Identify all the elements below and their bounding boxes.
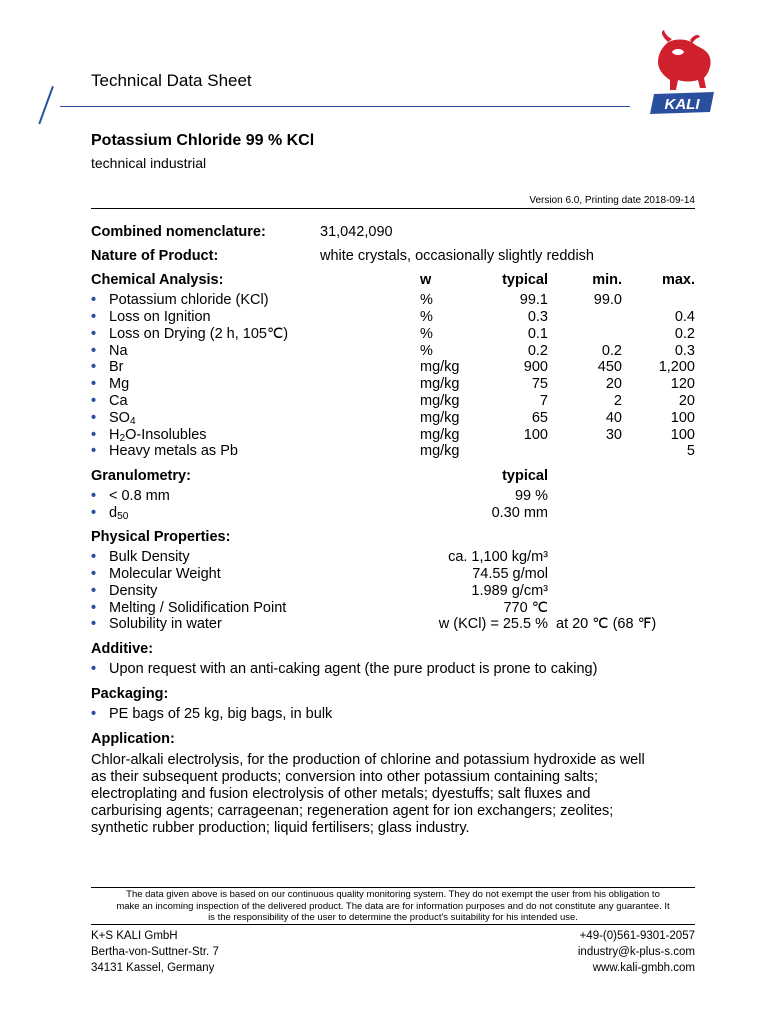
physical-value: 770 ℃ <box>503 600 548 616</box>
chemical-name: Ca <box>109 393 128 409</box>
chemical-min: 2 <box>613 393 622 409</box>
chemical-min: 450 <box>597 359 622 375</box>
chemical-name: Mg <box>109 376 130 392</box>
chemical-name: $H_2O$-Insolubles <box>109 427 207 444</box>
additive-item: Upon request with an anti-caking agent (the pure product is prone to caking) <box>109 661 598 677</box>
footer-website[interactable]: www.kali-gmbh.com <box>592 962 695 974</box>
application-header-row <box>91 731 695 748</box>
chemical-typical: 0.3 <box>527 309 548 325</box>
chemical-unit: mg/kg <box>420 410 460 426</box>
bullet: • <box>91 427 97 443</box>
bullet: • <box>91 343 97 359</box>
combined-nomenclature-row <box>91 224 695 241</box>
chemical-unit: % <box>420 309 433 325</box>
application-line: as their subsequent products; conversion into other potassium containing salts; <box>91 769 598 785</box>
chemical-name: Br <box>109 359 124 375</box>
application-line: carburising agents; carrageenan; regeneration agent for ion exchangers; zeolites; <box>91 803 614 819</box>
chemical-max: 5 <box>686 443 695 459</box>
granulometry-header-typical: typical <box>502 468 548 484</box>
chemical-min: 30 <box>605 427 622 443</box>
chemical-typical: 99.1 <box>519 292 548 308</box>
chemical-name: Heavy metals as Pb <box>109 443 238 459</box>
chemical-typical: 0.2 <box>527 343 548 359</box>
chemical-header-typical: typical <box>502 272 548 288</box>
footer-street: Bertha-von-Suttner-Str. 7 <box>91 946 219 958</box>
chemical-name: Loss on Drying (2 h, 105℃) <box>109 326 289 342</box>
bullet: • <box>91 488 97 504</box>
chemical-max: 100 <box>670 427 695 443</box>
product-title: Potassium Chloride 99 % KCl <box>91 132 315 149</box>
chemical-unit: mg/kg <box>420 376 460 392</box>
disclaimer-rule-bottom <box>91 924 695 925</box>
chemical-row <box>91 393 695 410</box>
nature-value: white crystals, occasionally slightly reddish <box>320 248 594 264</box>
physical-extra: at 20 ℃ (68 ℉) <box>556 616 657 632</box>
bullet: • <box>91 616 97 632</box>
kali-badge <box>650 92 714 114</box>
packaging-item: PE bags of 25 kg, big bags, in bulk <box>109 706 333 722</box>
combined-label: Combined nomenclature: <box>91 224 266 240</box>
packaging-header-row <box>91 686 695 703</box>
bullet: • <box>91 410 97 426</box>
chemical-label: Chemical Analysis: <box>91 272 224 288</box>
physical-value: w (KCl) = 25.5 % <box>438 616 548 632</box>
granulometry-row <box>91 488 695 505</box>
application-line: electroplating and fusion electrolysis of other metals; dyestuffs; salt fluxes and <box>91 786 591 802</box>
chemical-unit: mg/kg <box>420 359 460 375</box>
physical-row <box>91 600 695 617</box>
application-text <box>91 752 701 837</box>
physical-row <box>91 566 695 583</box>
chemical-name: Na <box>109 343 128 359</box>
granulometry-value: 99 % <box>514 488 548 504</box>
disclaimer-line: is the responsibility of the user to determine the product's suitability for his intended use. <box>208 912 578 923</box>
nature-row <box>91 248 695 265</box>
bullet: • <box>91 292 97 308</box>
granulometry-header-row <box>91 468 695 485</box>
product-subtitle: technical industrial <box>91 155 207 171</box>
chemical-row <box>91 443 695 460</box>
physical-value: ca. 1,100 kg/m³ <box>448 549 548 565</box>
chemical-name: $SO_4$ <box>109 410 136 427</box>
physical-row <box>91 616 695 633</box>
chemical-unit: mg/kg <box>420 443 460 459</box>
chemical-max: 0.4 <box>674 309 695 325</box>
chemical-max: 20 <box>678 393 695 409</box>
granulometry-name: < 0.8 mm <box>109 488 170 504</box>
physical-name: Melting / Solidification Point <box>109 600 287 616</box>
bull-icon <box>658 30 711 90</box>
physical-label: Physical Properties: <box>91 529 231 545</box>
chemical-row <box>91 326 695 343</box>
disclaimer-rule-top <box>91 887 695 888</box>
chemical-min: 0.2 <box>601 343 622 359</box>
footer-phone: +49-(0)561-9301-2057 <box>579 930 695 942</box>
disclaimer <box>91 889 695 924</box>
chemical-typical: 7 <box>539 393 548 409</box>
chemical-max: 100 <box>670 410 695 426</box>
chemical-name: Loss on Ignition <box>109 309 211 325</box>
chemical-unit: % <box>420 292 433 308</box>
granulometry-value: 0.30 mm <box>491 505 548 521</box>
chemical-row <box>91 376 695 393</box>
bullet: • <box>91 600 97 616</box>
chemical-unit: mg/kg <box>420 393 460 409</box>
application-line: synthetic rubber production; liquid fertilisers; glass industry. <box>91 820 470 836</box>
kali-logo <box>648 28 718 114</box>
chemical-header-row <box>91 272 695 289</box>
chemical-header-max: max. <box>661 272 695 288</box>
chemical-typical: 65 <box>531 410 548 426</box>
header-slash <box>38 86 54 124</box>
bullet: • <box>91 661 97 677</box>
physical-header-row <box>91 529 695 546</box>
bullet: • <box>91 393 97 409</box>
footer-city: 34131 Kassel, Germany <box>91 962 215 974</box>
additive-row <box>91 661 695 678</box>
physical-row <box>91 549 695 566</box>
chemical-unit: % <box>420 326 433 342</box>
chemical-unit: mg/kg <box>420 427 460 443</box>
bullet: • <box>91 359 97 375</box>
chemical-min: 99.0 <box>593 292 622 308</box>
chemical-row <box>91 359 695 376</box>
footer-contact <box>578 928 695 976</box>
chemical-row <box>91 292 695 309</box>
nature-label: Nature of Product: <box>91 248 219 264</box>
granulometry-row <box>91 505 695 522</box>
packaging-label: Packaging: <box>91 686 169 702</box>
physical-name: Solubility in water <box>109 616 222 632</box>
chemical-max: 1,200 <box>658 359 695 375</box>
footer-email[interactable]: industry@k-plus-s.com <box>577 946 695 958</box>
physical-name: Molecular Weight <box>109 566 221 582</box>
additive-label: Additive: <box>91 641 154 657</box>
chemical-row <box>91 309 695 326</box>
chemical-header-w: w <box>420 272 432 288</box>
bullet: • <box>91 549 97 565</box>
top-rule <box>91 208 695 209</box>
physical-name: Density <box>109 583 158 599</box>
chemical-typical: 75 <box>531 376 548 392</box>
bullet: • <box>91 706 97 722</box>
chemical-name: Potassium chloride (KCl) <box>109 292 269 308</box>
chemical-typical: 900 <box>523 359 548 375</box>
footer-company: K+S KALI GmbH <box>91 930 178 942</box>
granulometry-label: Granulometry: <box>91 468 191 484</box>
kali-logo-text: KALI <box>664 96 700 113</box>
physical-value: 1.989 g/cm³ <box>471 583 548 599</box>
bullet: • <box>91 583 97 599</box>
physical-name: Bulk Density <box>109 549 190 565</box>
chemical-row <box>91 410 695 427</box>
bullet: • <box>91 309 97 325</box>
version-line: Version 6.0, Printing date 2018-09-14 <box>529 195 695 206</box>
chemical-min: 20 <box>605 376 622 392</box>
physical-value: 74.55 g/mol <box>472 566 548 582</box>
chemical-max: 120 <box>670 376 695 392</box>
disclaimer-line: make an incoming inspection of the delivered product. The data are for information purposes and do not constitute any guarantee. It <box>116 900 670 912</box>
disclaimer-line: The data given above is based on our continuous quality monitoring system. They do not exempt the user from his obligation to <box>126 889 660 900</box>
chemical-min: 40 <box>605 410 622 426</box>
combined-value: 31,042,090 <box>320 224 393 240</box>
bullet: • <box>91 505 97 521</box>
bullet: • <box>91 443 97 459</box>
packaging-row <box>91 706 695 723</box>
chemical-header-min: min. <box>592 272 622 288</box>
chemical-row <box>91 427 695 444</box>
chemical-max: 0.2 <box>674 326 695 342</box>
application-line: Chlor-alkali electrolysis, for the production of chlorine and potassium hydroxide as well <box>91 752 645 768</box>
bullet: • <box>91 326 97 342</box>
granulometry-name: $d_{50}$ <box>109 505 129 522</box>
header-rule <box>60 106 630 107</box>
additive-header-row <box>91 641 695 658</box>
chemical-typical: 100 <box>523 427 548 443</box>
chemical-typical: 0.1 <box>527 326 548 342</box>
bullet: • <box>91 376 97 392</box>
chemical-unit: % <box>420 343 433 359</box>
chemical-row <box>91 343 695 360</box>
application-label: Application: <box>91 731 175 747</box>
chemical-max: 0.3 <box>674 343 695 359</box>
footer-address <box>91 928 219 976</box>
physical-row <box>91 583 695 600</box>
bullet: • <box>91 566 97 582</box>
header-title: Technical Data Sheet <box>91 71 252 90</box>
